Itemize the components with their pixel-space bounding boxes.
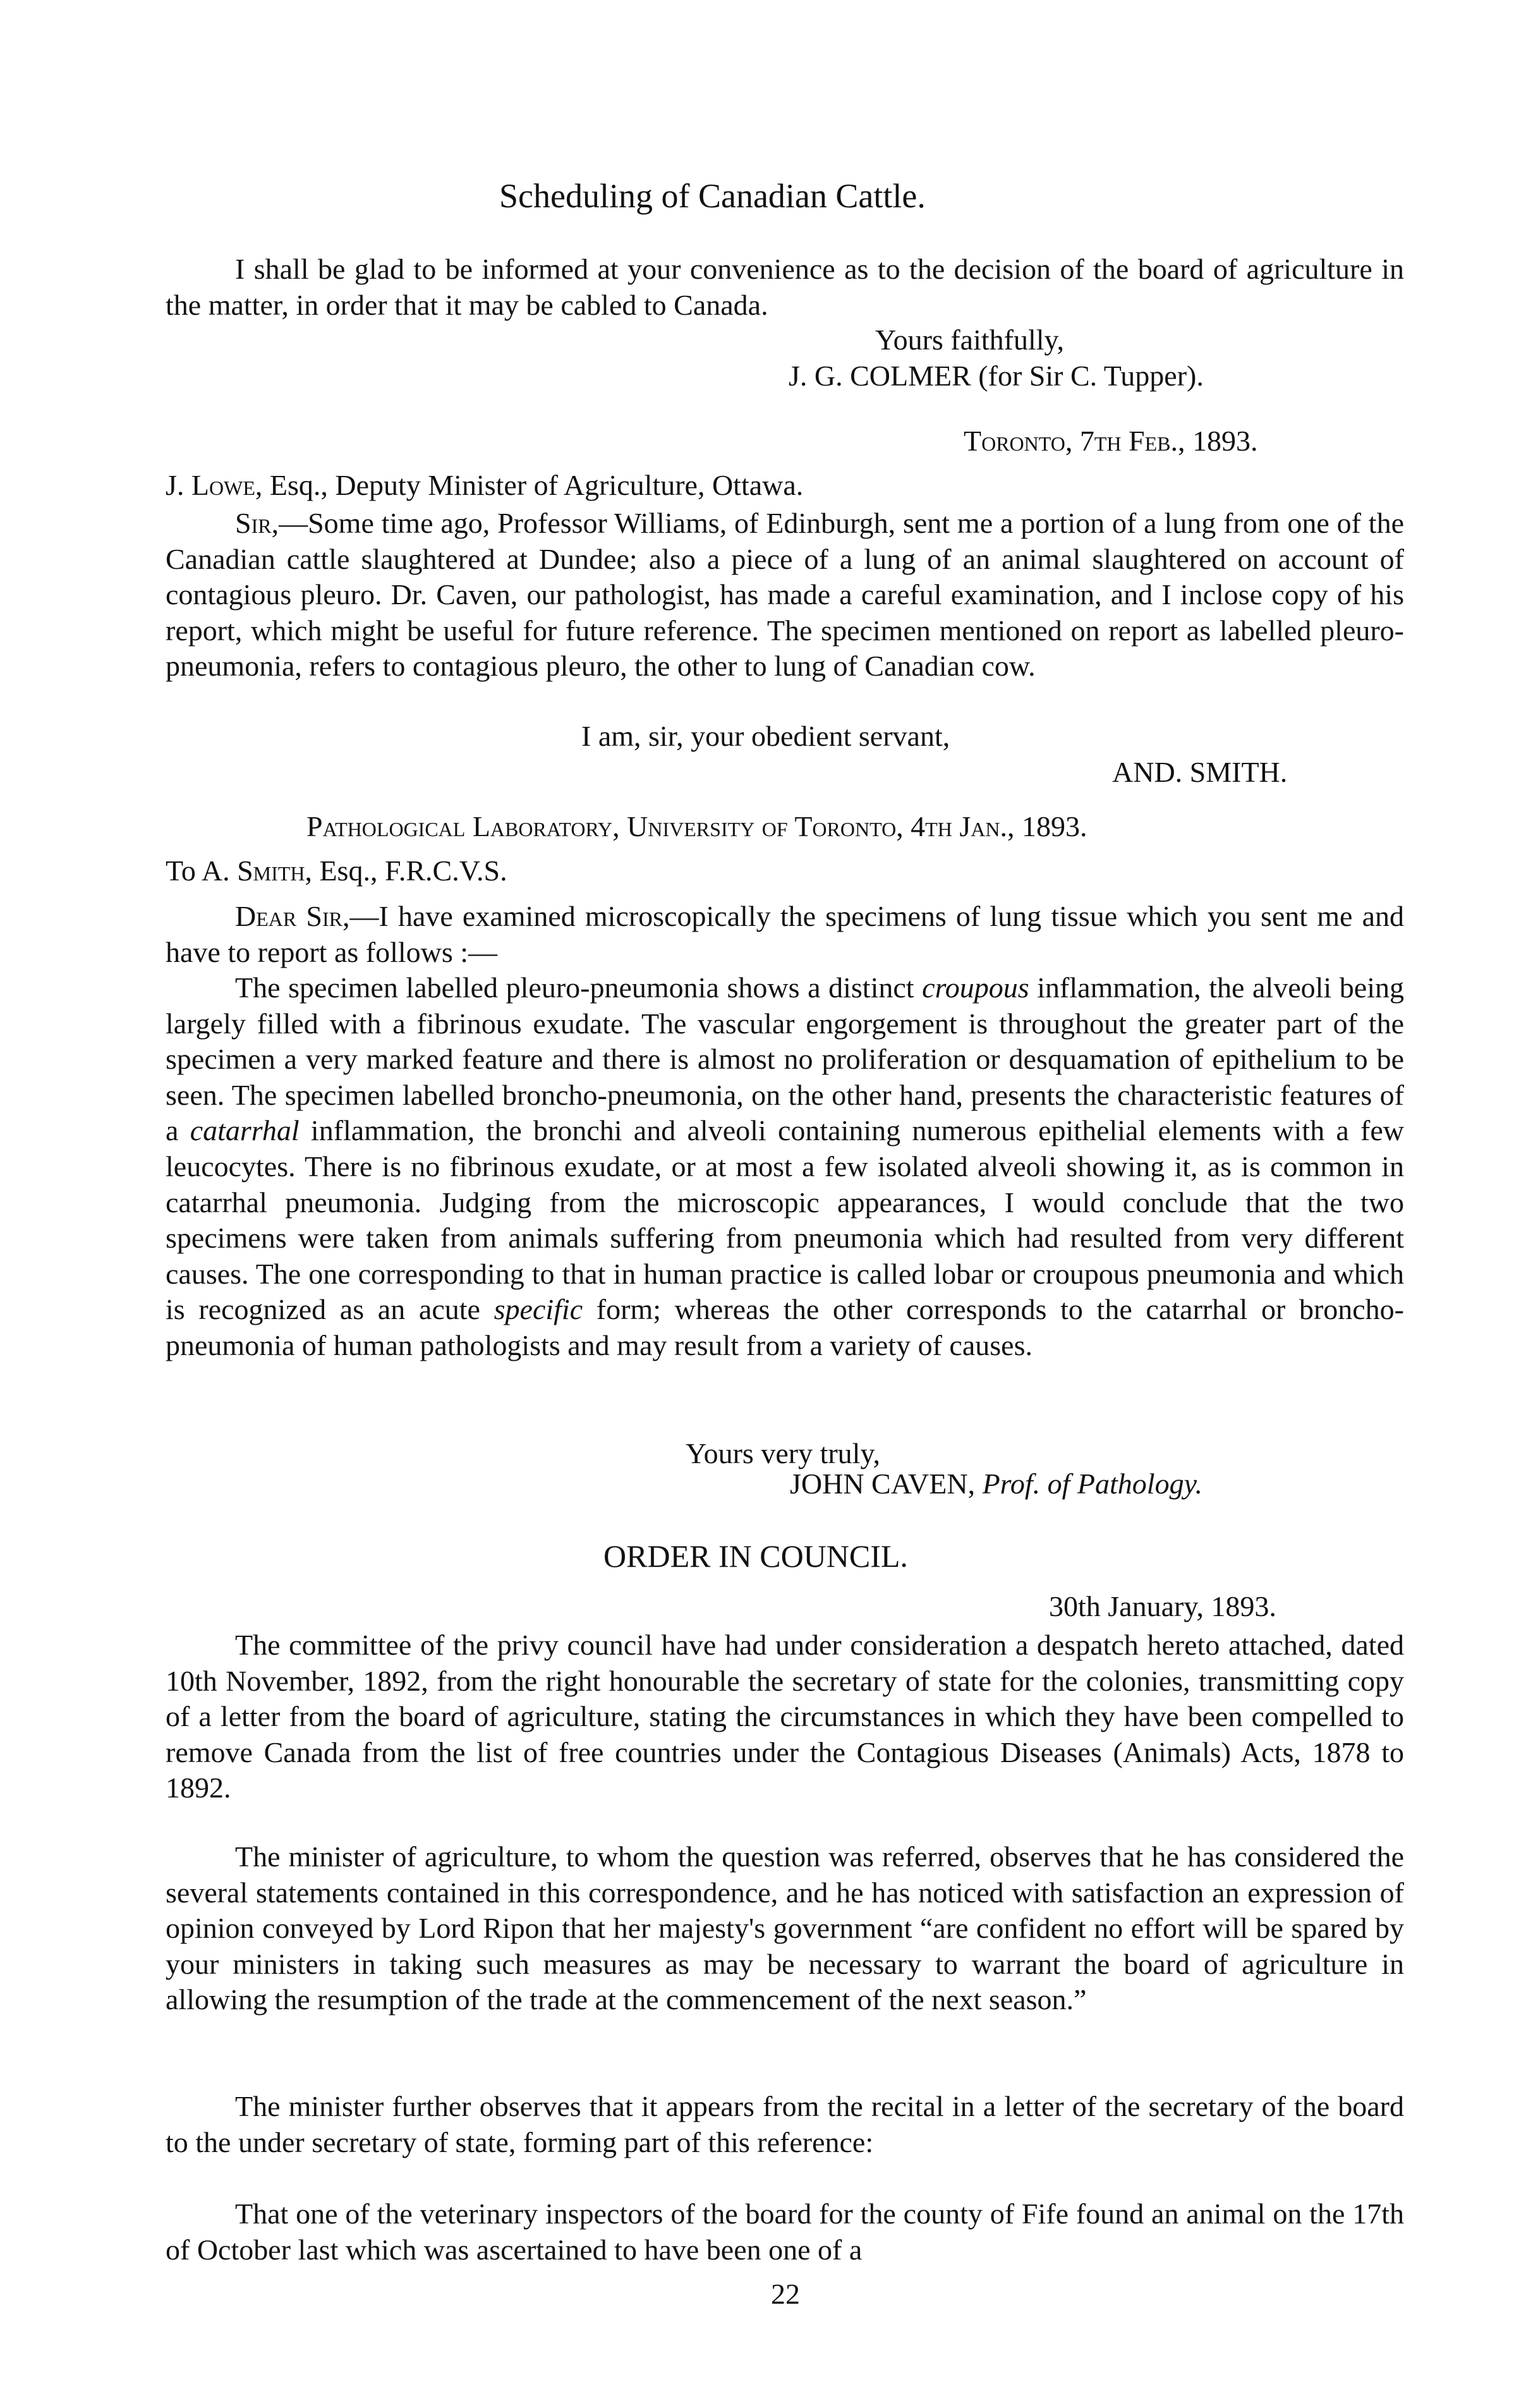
- page-number: 22: [771, 2278, 800, 2310]
- colmer-signature: J. G. COLMER (for Sir C. Tupper).: [789, 360, 1204, 392]
- caven-report-intro: Dear Sir,—I have examined microscopically the specimens of lung tissue which you sent me and have to report as follows :—: [166, 900, 1405, 968]
- caven-closing: Yours very truly,: [686, 1437, 880, 1469]
- caven-signature: JOHN CAVEN, Prof. of Pathology.: [790, 1468, 1202, 1500]
- smith-letter-body: Sir,—Some time ago, Professor Williams, of Edinburgh, sent me a portion of a lung from one of the Canadian cattle slaughtered at Dundee; also a piece of a lung of an animal slaughtered on account of contagious pleuro. Dr. Caven, our pathologist, has made a careful examination, and I inclose copy of his report, which might be useful for future reference. The specimen mentioned on report as labelled pleuro-pneumonia, refers to contagious pleuro, the other to lung of Canadian cow.: [166, 507, 1404, 683]
- running-title: Scheduling of Canadian Cattle.: [499, 177, 926, 215]
- order-paragraph-4: That one of the veterinary inspectors of the board for the county of Fife found an animal on the 17th of October last which was ascertained to have been one of a: [166, 2198, 1404, 2266]
- colmer-closing: Yours faithfully,: [875, 324, 1065, 356]
- order-heading: ORDER IN COUNCIL.: [603, 1538, 908, 1574]
- caven-report-addressee: To A. Smith, Esq., F.R.C.V.S.: [166, 854, 507, 887]
- smith-closing: I am, sir, your obedient servant,: [581, 720, 950, 752]
- colmer-letter-body: I shall be glad to be informed at your convenience as to the decision of the board of agriculture in the matter, in order that it may be cabled to Canada.: [166, 253, 1404, 321]
- smith-addressee: J. Lowe, Esq., Deputy Minister of Agriculture, Ottawa.: [166, 469, 804, 501]
- order-paragraph-1: The committee of the privy council have had under consideration a despatch hereto attached, dated 10th November, 1892, from the right honourable the secretary of state for the colonies, transmitting copy of a letter from the board of agriculture, stating the circumstances in which they have been compelled to remove Canada from the list of free countries under the Contagious Diseases (Animals) Acts, 1878 to 1892.: [166, 1629, 1404, 1804]
- smith-signature: AND. SMITH.: [1112, 756, 1288, 788]
- order-date: 30th January, 1893.: [1049, 1590, 1276, 1622]
- smith-place-date: Toronto, 7th Feb., 1893.: [964, 425, 1258, 457]
- order-paragraph-3: The minister further observes that it appears from the recital in a letter of the secretary of the board to the under secretary of state, forming part of this reference:: [166, 2090, 1404, 2158]
- order-paragraph-2: The minister of agriculture, to whom the question was referred, observes that he has considered the several statements contained in this correspondence, and he has noticed with satisfaction an expression of opinion conveyed by Lord Ripon that her majesty's government “are confident no effort will be spared by your ministers in taking such measures as may be necessary to warrant the board of agriculture in allowing the resumption of the trade at the commencement of the next season.”: [166, 1840, 1404, 2016]
- caven-report-heading: Pathological Laboratory, University of Toronto, 4th Jan., 1893.: [306, 810, 1087, 842]
- caven-report-findings: The specimen labelled pleuro-pneumonia shows a distinct croupous inflammation, the alveoli being largely filled with a fibrinous exudate. The vascular engorgement is throughout the greater part of the specimen a very marked feature and there is almost no proliferation or desquamation of epithelium to be seen. The specimen labelled broncho-pneumonia, on the other hand, presents the characteristic features of a catarrhal inflammation, the bronchi and alveoli containing numerous epithelial elements with a few leucocytes. There is no fibrinous exudate, or at most a few isolated alveoli showing it, as is common in catarrhal pneumonia. Judging from the microscopic appearances, I would conclude that the two specimens were taken from animals suffering from pneumonia which had resulted from very different causes. The one corresponding to that in human practice is called lobar or croupous pneumonia and which is recognized as an acute specific form; whereas the other corresponds to the catarrhal or broncho-pneumonia of human pathologists and may result from a variety of causes.: [166, 971, 1405, 1361]
